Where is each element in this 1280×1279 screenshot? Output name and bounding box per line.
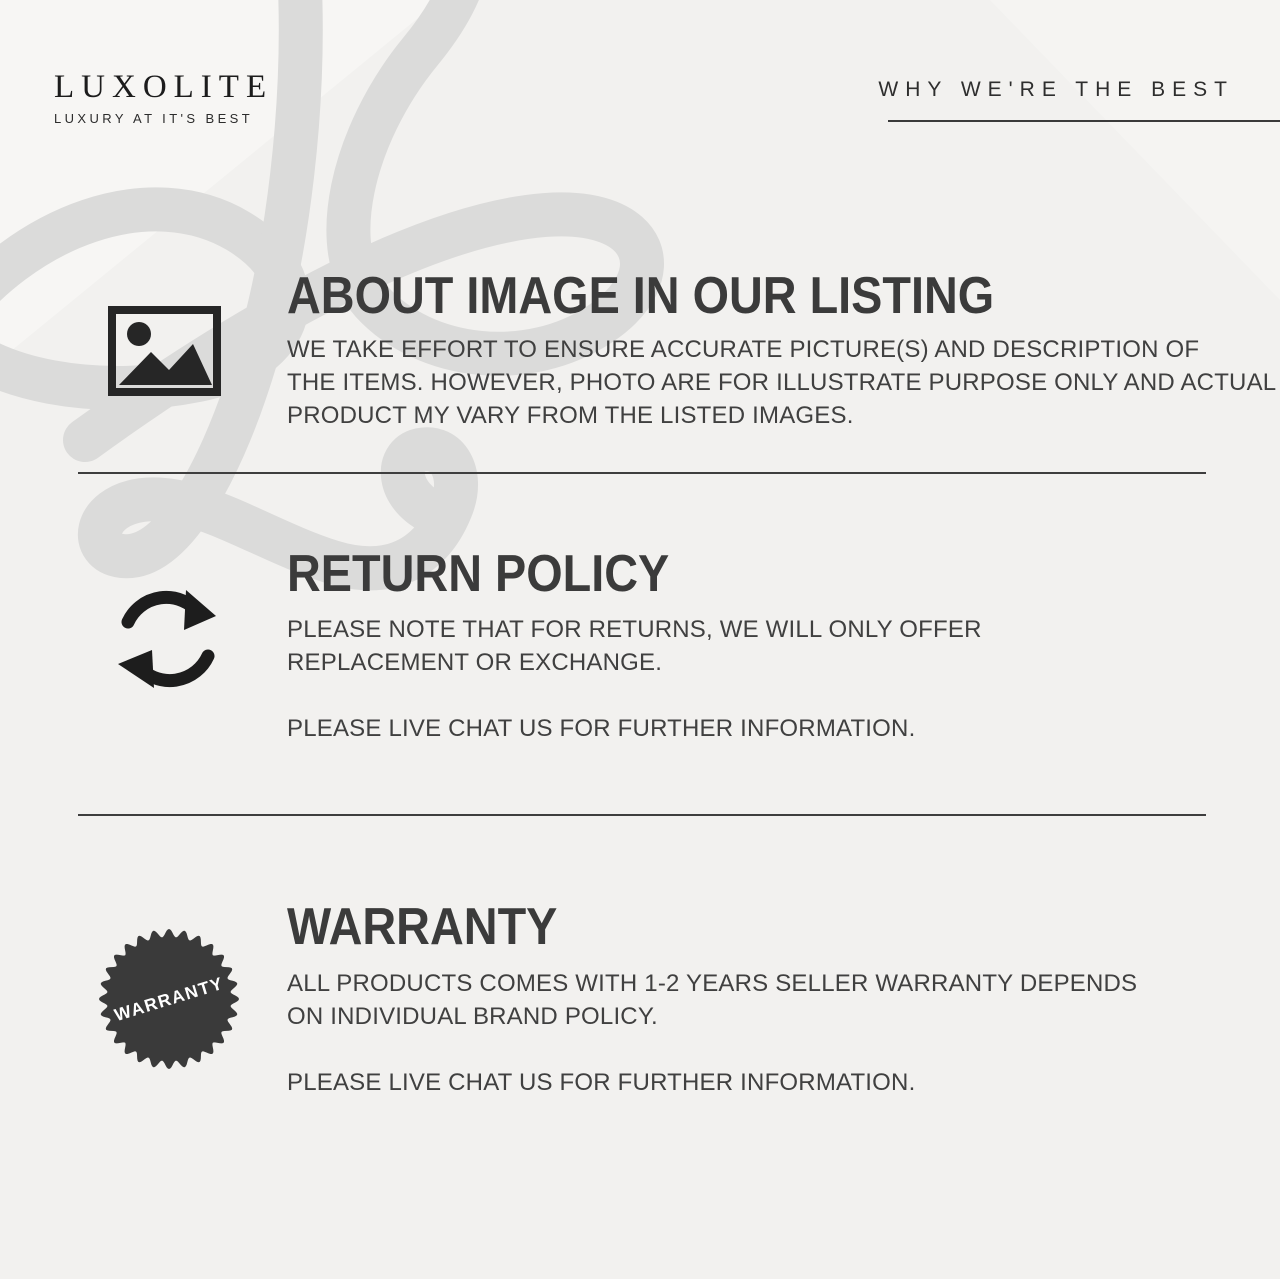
body-line: THE ITEMS. HOWEVER, PHOTO ARE FOR ILLUSTRATE PURPOSE ONLY AND ACTUAL bbox=[287, 369, 1277, 396]
brand-logo bbox=[54, 70, 273, 126]
body-line: REPLACEMENT OR EXCHANGE. bbox=[287, 649, 663, 676]
body-line: ALL PRODUCTS COMES WITH 1-2 YEARS SELLER WARRANTY DEPENDS bbox=[287, 970, 1138, 997]
section-body-about-image bbox=[287, 333, 1276, 432]
return-refresh-icon bbox=[114, 576, 222, 704]
header-right-label: WHY WE'RE THE BEST bbox=[878, 78, 1234, 101]
body-line: PLEASE NOTE THAT FOR RETURNS, WE WILL ONLY OFFER bbox=[287, 616, 982, 643]
body-line bbox=[287, 1033, 1137, 1066]
warranty-badge-icon bbox=[94, 924, 244, 1074]
section-body-return-policy bbox=[287, 613, 982, 745]
body-line: ON INDIVIDUAL BRAND POLICY. bbox=[287, 1003, 658, 1030]
header-right-rule bbox=[888, 120, 1280, 122]
body-line: PRODUCT MY VARY FROM THE LISTED IMAGES. bbox=[287, 402, 854, 429]
section-body-warranty bbox=[287, 967, 1137, 1099]
body-line: PLEASE LIVE CHAT US FOR FURTHER INFORMATION. bbox=[287, 715, 916, 742]
image-icon bbox=[108, 306, 221, 396]
section-title-warranty: WARRANTY bbox=[287, 898, 558, 956]
warranty-badge-label: WARRANTY bbox=[111, 972, 227, 1026]
section-title-return-policy: RETURN POLICY bbox=[287, 545, 670, 603]
corner-sheen-top-right bbox=[990, 0, 1280, 300]
brand-name: LUXOLITE bbox=[54, 69, 274, 105]
section-divider bbox=[78, 814, 1206, 816]
body-line bbox=[287, 679, 982, 712]
brand-tagline: LUXURY AT IT'S BEST bbox=[54, 111, 254, 126]
body-line: WE TAKE EFFORT TO ENSURE ACCURATE PICTURE(S) AND DESCRIPTION OF bbox=[287, 336, 1200, 363]
body-line: PLEASE LIVE CHAT US FOR FURTHER INFORMATION. bbox=[287, 1069, 916, 1096]
section-divider bbox=[78, 472, 1206, 474]
section-title-about-image: ABOUT IMAGE IN OUR LISTING bbox=[287, 267, 995, 325]
